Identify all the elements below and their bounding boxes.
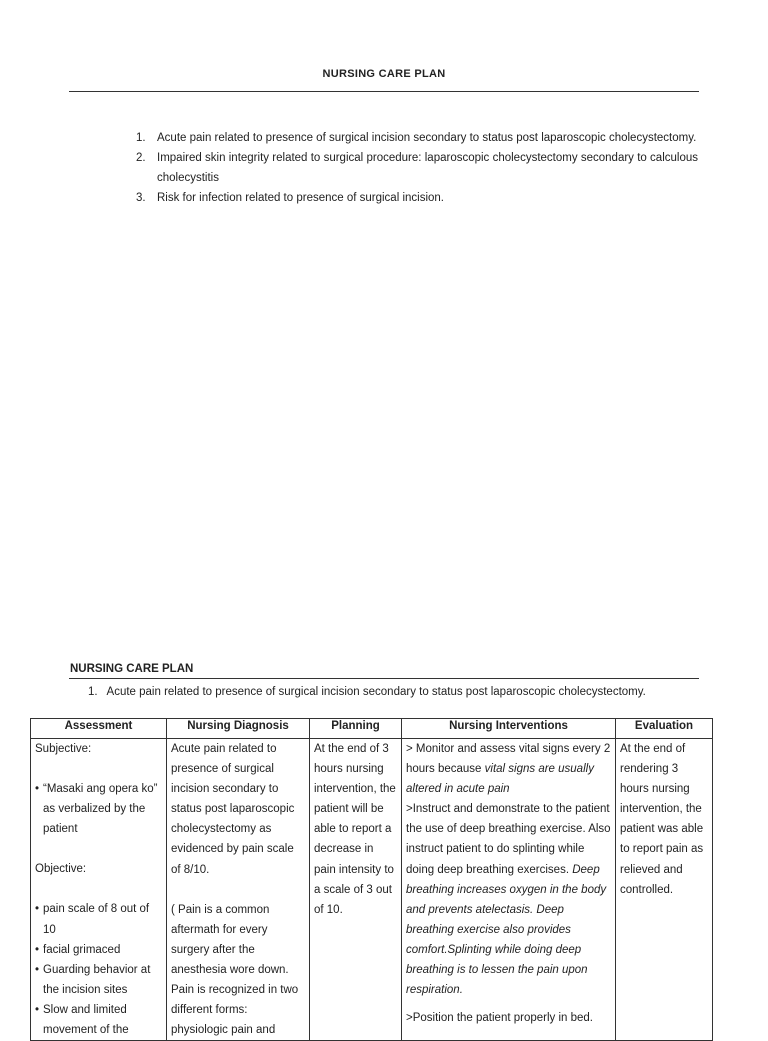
- objective-item: • facial grimaced: [35, 943, 121, 956]
- header-diagnosis: Nursing Diagnosis: [167, 719, 310, 739]
- subjective-item: • “Masaki ang opera ko” as verbalized by the patient: [35, 783, 158, 836]
- planning-cell: [310, 739, 402, 1041]
- page-title: NURSING CARE PLAN: [322, 68, 446, 80]
- intervention-item: > Monitor and assess vital signs every 2 hours because vital signs are usually altered in acute pain: [406, 743, 611, 796]
- table-row: [31, 739, 713, 1041]
- intervention-item: >Position the patient properly in bed.: [406, 1012, 593, 1025]
- objective-item: • Guarding behavior at the incision sites: [35, 963, 151, 996]
- header-assessment: Assessment: [31, 719, 167, 739]
- list-item-text: Impaired skin integrity related to surgical procedure: laparoscopic cholecystectomy secondary to calculous cholecystitis: [157, 152, 698, 184]
- diagnosis-rationale: ( Pain is a common aftermath for every surgery after the anesthesia wore down. Pain is recognized in two different forms: physiologic pain and: [171, 903, 299, 1037]
- section-divider: [69, 678, 699, 679]
- objective-label: Objective:: [35, 863, 87, 876]
- header-interventions: Nursing Interventions: [402, 719, 616, 739]
- assessment-cell: [31, 739, 167, 1041]
- list-item: [136, 148, 698, 188]
- subjective-label: Subjective:: [35, 743, 92, 755]
- diagnosis-statement: Acute pain related to presence of surgical incision secondary to status post laparoscopic cholecystectomy as evidenced by pain scale of 8/10.: [171, 743, 295, 876]
- list-number: 1.: [136, 132, 146, 144]
- title-divider: [69, 91, 699, 92]
- list-item-text: Risk for infection related to presence of surgical incision.: [157, 192, 445, 204]
- intervention-rationale: vital signs are usually altered in acute pain: [406, 763, 594, 796]
- list-item-text: Acute pain related to presence of surgical incision secondary to status post laparoscopic cholecystectomy.: [157, 132, 697, 144]
- header-planning: Planning: [310, 719, 402, 739]
- objective-item: • pain scale of 8 out of 10: [35, 903, 150, 936]
- interventions-cell: [402, 739, 616, 1041]
- planning-text: At the end of 3 hours nursing intervention, the patient will be able to report a decrease in pain intensity to a scale of 3 out of 10.: [314, 743, 396, 916]
- list-number: 3.: [136, 192, 146, 204]
- diagnosis-list: [136, 128, 698, 208]
- care-plan-table: [30, 718, 713, 1041]
- table-header-row: [31, 719, 713, 739]
- section-title: NURSING CARE PLAN: [70, 663, 194, 675]
- evaluation-text: At the end of rendering 3 hours nursing intervention, the patient was able to report pain as relieved and controlled.: [620, 743, 704, 896]
- objective-item: • Slow and limited movement of the: [35, 1003, 129, 1037]
- list-item: [136, 188, 698, 208]
- evaluation-cell: [616, 739, 713, 1041]
- intervention-item: >Instruct and demonstrate to the patient the use of deep breathing exercise. Also instruct patient to do splinting while doing deep breathing exercises. Deep breathing increases oxygen in the body and prevents atelectasis. Deep breathing exercise also provides comfort.Splinting while doing deep breathing is to lessen the pain upon respiration.: [406, 803, 611, 997]
- intervention-rationale: Deep breathing increases oxygen in the body and prevents atelectasis. Deep breathing exercise also provides comfort.Splinting while doing deep breathing is to lessen the pain upon respiration.: [406, 863, 607, 997]
- list-number: 2.: [136, 152, 146, 164]
- diagnosis-cell: [167, 739, 310, 1041]
- list-item: [136, 128, 698, 148]
- header-evaluation: Evaluation: [616, 719, 713, 739]
- section-item: 1. Acute pain related to presence of surgical incision secondary to status post laparoscopic cholecystectomy.: [88, 686, 646, 698]
